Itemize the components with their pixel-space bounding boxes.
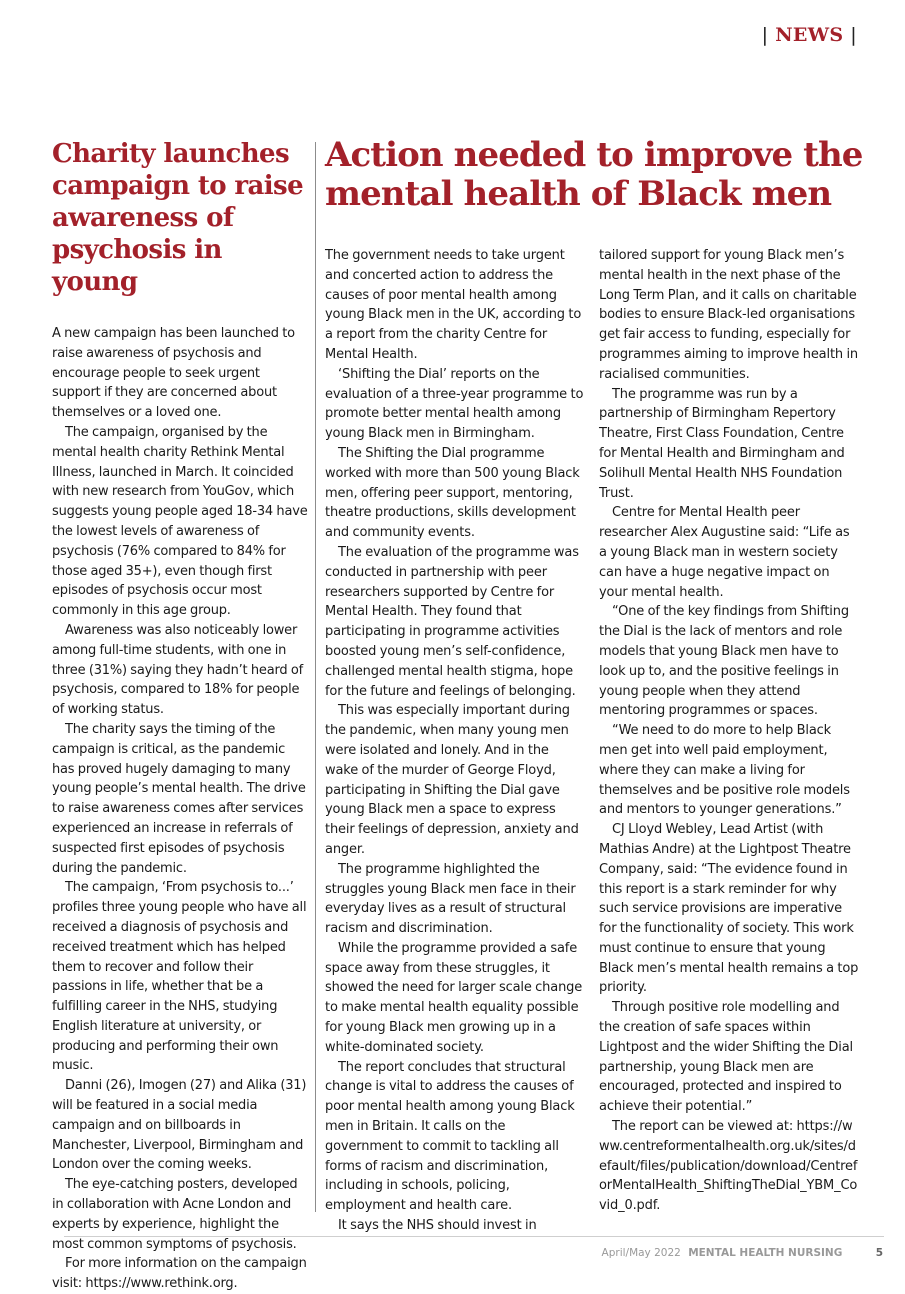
column-divider — [315, 142, 316, 1212]
left-article — [52, 138, 310, 1294]
main-article-paragraph: This was especially important during the pandemic, when many young men were isolated and lonely. And in the wake of the murder of George Floyd, participating in Shifting the Dial gave young Black men a space to express their feelings of depression, anxiety and anger. — [325, 703, 579, 857]
main-article-headline: Action needed to improve the mental health of Black men — [325, 135, 863, 214]
page-footer — [602, 1247, 883, 1259]
main-article-paragraph: tailored support for young Black men’s mental health in the next phase of the Long Term Plan, and it calls on charitable bodies to ensure Black-led organisations get fair access to funding, especially for programmes aiming to improve health in racialised communities. — [599, 248, 859, 382]
footer-rule — [64, 1236, 884, 1237]
main-article-paragraph: It says the NHS should invest in — [338, 1218, 537, 1234]
left-article-paragraph: Danni (26), Imogen (27) and Alika (31) will be featured in a social media campaign and on billboards in Manchester, Liverpool, Birmingham and London over the coming weeks. — [52, 1078, 307, 1173]
left-article-paragraph: A new campaign has been launched to raise awareness of psychosis and encourage people to seek urgent support if they are concerned about themselves or a loved one. — [52, 326, 295, 421]
left-article-paragraph: The campaign, organised by the mental health charity Rethink Mental Illness, launched in March. It coincided with new research from YouGov, which suggests young people aged 18-34 have the lowest levels of awareness of psychosis (76% compared to 84% for those aged 35+), even though first episodes of psychosis occur most commonly in this age group. — [52, 424, 308, 619]
main-article-paragraph: The report can be viewed at: https://www.centreformentalhealth.org.uk/sites/default/files/publication/download/CentreforMentalHealth_ShiftingTheDial_YBM_Covid_0.pdf. — [599, 1119, 858, 1214]
main-article-paragraph: ‘Shifting the Dial’ reports on the evaluation of a three-year programme to promote better mental health among young Black men in Birmingham. — [325, 366, 584, 442]
left-article-paragraph: The charity says the timing of the campaign is critical, as the pandemic has proved hugely damaging to many young people’s mental health. The drive to raise awareness comes after services experienced an increase in referrals of suspected first episodes of psychosis during the pandemic. — [52, 721, 306, 876]
main-article-paragraph: “We need to do more to help Black men get into well paid employment, where they can make a living for themselves and be positive role models and mentors to younger generations.” — [599, 723, 850, 818]
section-tag-label: NEWS — [775, 24, 844, 46]
main-article-paragraph: Through positive role modelling and the creation of safe spaces within Lightpost and the wider Shifting the Dial partnership, young Black men are encouraged, protected and inspired to achieve their potential.” — [599, 1000, 853, 1115]
page-number: 5 — [875, 1247, 883, 1259]
main-article-paragraph: CJ Lloyd Webley, Lead Artist (with Mathias Andre) at the Lightpost Theatre Company, said: “The evidence found in this report is a stark reminder for why such service provisions are imperative for the functionality of society. This work must continue to ensure that young Black men’s mental health remains a top priority. — [599, 822, 859, 996]
main-article-column-two — [599, 246, 859, 1216]
main-article-paragraph: Centre for Mental Health peer researcher Alex Augustine said: “Life as a young Black man in western society can have a huge negative impact on your mental health. — [599, 505, 850, 600]
left-article-paragraph: Awareness was also noticeably lower among full-time students, with one in three (31%) saying they hadn’t heard of psychosis, compared to 18% for people of working status. — [52, 622, 304, 718]
footer-magazine-name: MENTAL HEALTH NURSING — [688, 1247, 843, 1259]
main-article-column-one — [325, 246, 585, 1236]
main-article-paragraph: The report concludes that structural change is vital to address the causes of poor mental health among young Black men in Britain. It calls on the government to commit to tackling all forms of racism and discrimination, including in schools, policing, employment and health care. — [325, 1059, 575, 1214]
section-tag: | NEWS | — [761, 24, 857, 46]
main-article-paragraph: The programme was run by a partnership of Birmingham Repertory Theatre, First Class Foundation, Centre for Mental Health and Birmingham and Solihull Mental Health NHS Foundation Trust. — [599, 386, 845, 501]
footer-issue: April/May 2022 — [601, 1247, 681, 1259]
left-article-paragraph: For more information on the campaign visit: https://www.rethink.org. — [52, 1256, 307, 1292]
main-article-paragraph: While the programme provided a safe space away from these struggles, it showed the need for larger scale change to make mental health equality possible for young Black men growing up in a white-dominated society. — [325, 940, 583, 1055]
left-article-paragraph: The campaign, ‘From psychosis to...’ profiles three young people who have all received a diagnosis of psychosis and received treatment which has helped them to recover and follow their passions in life, whether that be a fulfilling career in the NHS, studying English literature at university, or producing and performing their own music. — [52, 880, 307, 1074]
main-article-paragraph: “One of the key findings from Shifting the Dial is the lack of mentors and role models that young Black men have to look up to, and the positive feelings in young people when they attend mentoring programmes or spaces. — [599, 604, 849, 719]
left-article-headline: Charity launches campaign to raise awareness of psychosis in young — [52, 139, 304, 297]
main-article-paragraph: The evaluation of the programme was conducted in partnership with peer researchers supported by Centre for Mental Health. They found that participating in programme activities boosted young men’s self-confidence, challenged mental health stigma, hope for the future and feelings of belonging. — [325, 544, 579, 699]
main-article-paragraph: The programme highlighted the struggles young Black men face in their everyday lives as a result of structural racism and discrimination. — [325, 861, 576, 937]
main-article-paragraph: The government needs to take urgent and concerted action to address the causes of poor mental health among young Black men in the UK, according to a report from the charity Centre for Mental Health. — [325, 248, 582, 362]
main-article-paragraph: The Shifting the Dial programme worked with more than 500 young Black men, offering peer support, mentoring, theatre productions, skills development and community events. — [325, 445, 580, 541]
left-article-paragraph: The eye-catching posters, developed in collaboration with Acne London and experts by experience, highlight the most common symptoms of psychosis. — [52, 1177, 298, 1252]
